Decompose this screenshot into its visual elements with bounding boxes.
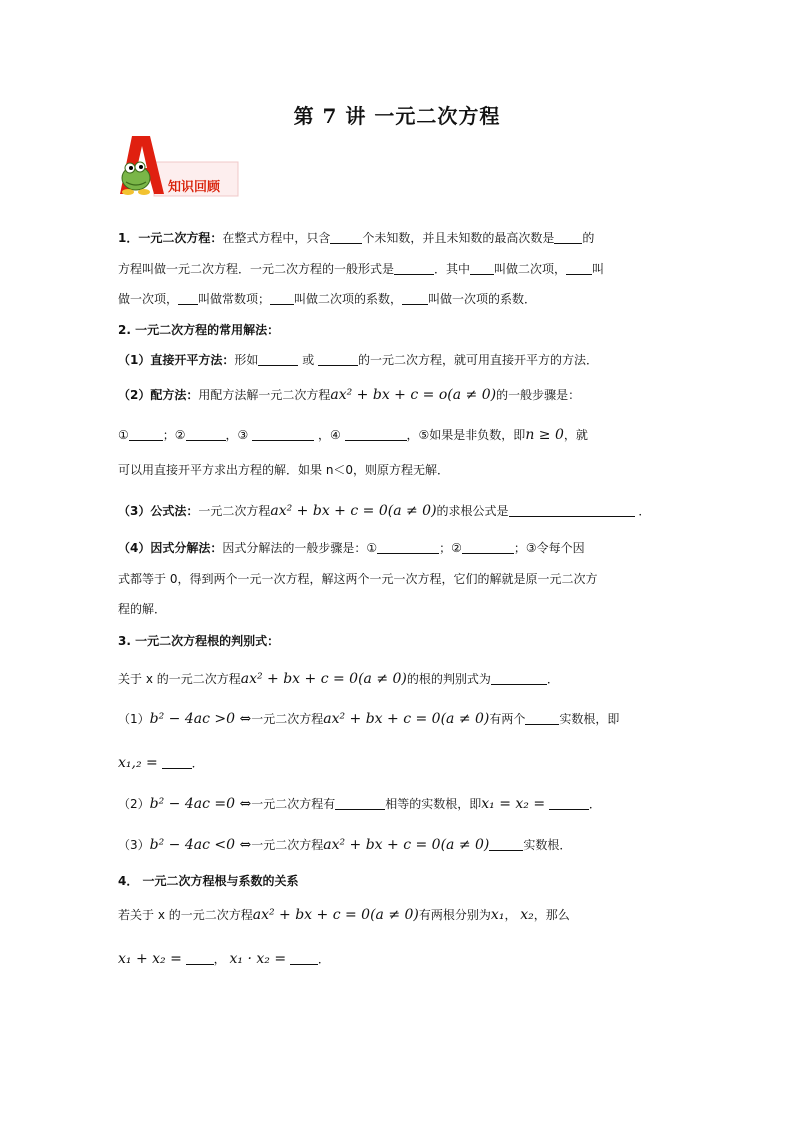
blank[interactable] — [402, 292, 428, 305]
s2-method-3: （3）公式法：一元二次方程ax² + bx + c = 0(a ≠ 0)的求根公式是 ． — [118, 503, 651, 519]
blank[interactable] — [270, 292, 294, 305]
s2-method-1: （1）直接开平方法：形如 或 的一元二次方程，就可用直接开平方的方法． — [118, 353, 599, 367]
blank[interactable] — [566, 262, 592, 275]
blank[interactable] — [491, 672, 547, 685]
blank[interactable] — [554, 231, 582, 244]
s2-method-4: （4）因式分解法：因式分解法的一般步骤是：① ；② ；③令每个因 — [118, 541, 585, 555]
s1-line-1: 1．一元二次方程：在整式方程中，只含 个未知数，并且未知数的最高次数是 的 — [118, 231, 595, 245]
section-badge-label: 知识回顾 — [168, 180, 221, 195]
s2-method-4-cont-2: 程的解． — [118, 602, 167, 616]
s2-method-2-cont: 可以用直接开平方求出方程的解．如果 n＜0，则原方程无解． — [118, 463, 450, 477]
blank[interactable] — [186, 428, 226, 441]
blank[interactable] — [330, 231, 362, 244]
s1-heading: 1．一元二次方程： — [118, 231, 223, 245]
s2-heading: 2. 一元二次方程的常用解法： — [118, 323, 280, 337]
s3-intro: 关于 x 的一元二次方程ax² + bx + c = 0(a ≠ 0)的根的判别式为 ． — [118, 671, 559, 687]
blank[interactable] — [525, 712, 559, 725]
blank[interactable] — [252, 428, 314, 441]
s4-heading: 4． 一元二次方程根与系数的关系 — [118, 874, 299, 888]
blank[interactable] — [178, 292, 198, 305]
blank[interactable] — [162, 756, 192, 769]
blank[interactable] — [394, 262, 434, 275]
blank[interactable] — [129, 428, 163, 441]
page-title: 第 7 讲 一元二次方程 — [293, 104, 501, 128]
blank[interactable] — [345, 428, 407, 441]
blank[interactable] — [290, 952, 318, 965]
s3-case-3: （3）b² − 4ac <0 ⇔一元二次方程ax² + bx + c = 0(a ≠ 0) 实数根． — [118, 837, 572, 853]
s3-heading: 3. 一元二次方程根的判别式： — [118, 634, 280, 648]
s1-line-2: 方程叫做一元二次方程．一元二次方程的一般形式是 ．其中 叫做二次项， 叫 — [118, 262, 605, 276]
blank[interactable] — [258, 353, 298, 366]
blank[interactable] — [489, 838, 523, 851]
s4-line-2: x₁ + x₂ = ， x₁ · x₂ = ． — [118, 951, 330, 967]
s2-method-2: （2）配方法：用配方法解一元二次方程ax² + bx + c = o(a ≠ 0)的一般步骤是： — [118, 387, 581, 403]
s2-method-2-steps: ① ；② ，③ ，④ ，⑤如果是非负数，即n ≥ 0，就 — [118, 427, 588, 443]
blank[interactable] — [549, 797, 589, 810]
blank[interactable] — [470, 262, 494, 275]
blank[interactable] — [377, 541, 439, 554]
s3-case-2: （2）b² − 4ac =0 ⇔一元二次方程有 相等的实数根，即x₁ = x₂ = ． — [118, 796, 601, 812]
blank[interactable] — [335, 797, 385, 810]
s2-method-4-cont-1: 式都等于 0，得到两个一元一次方程，解这两个一元一次方程，它们的解就是原一元二次方 — [118, 572, 598, 586]
s1-line-3: 做一次项， 叫做常数项； 叫做二次项的系数， 叫做一次项的系数． — [118, 292, 537, 306]
s4-line-1: 若关于 x 的一元二次方程ax² + bx + c = 0(a ≠ 0)有两根分别为x₁， x₂，那么 — [118, 907, 570, 923]
blank[interactable] — [186, 952, 214, 965]
s3-case-1-cont: x₁,₂ = ． — [118, 755, 204, 771]
blank[interactable] — [462, 541, 514, 554]
blank[interactable] — [509, 504, 635, 517]
s3-case-1: （1）b² − 4ac >0 ⇔一元二次方程ax² + bx + c = 0(a ≠ 0)有两个 实数根，即 — [118, 711, 620, 727]
blank[interactable] — [318, 353, 358, 366]
